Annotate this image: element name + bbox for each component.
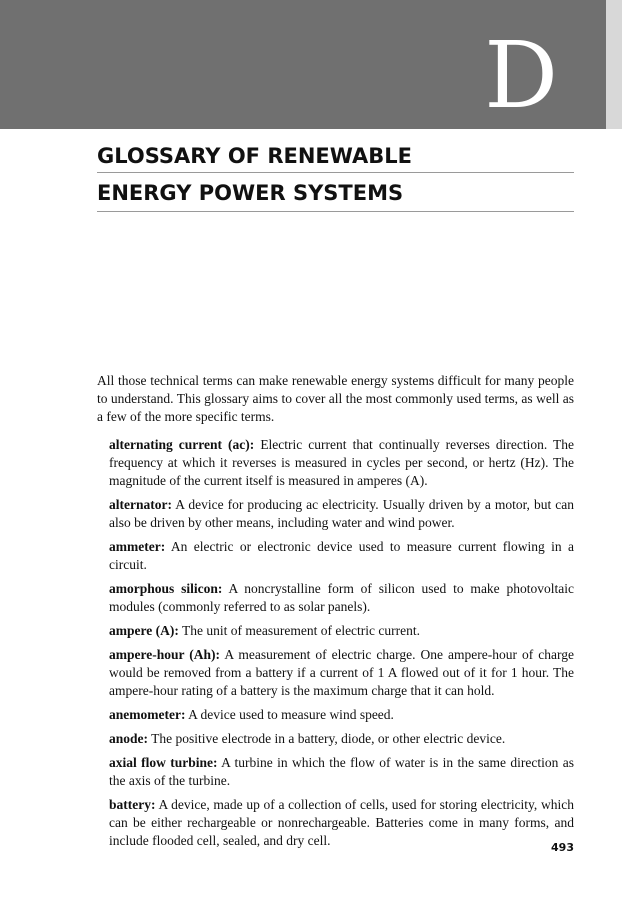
chapter-title-line-1: GLOSSARY OF RENEWABLE xyxy=(97,144,412,168)
glossary-entry xyxy=(109,706,574,724)
glossary-term: ampere-hour (Ah): xyxy=(109,647,221,662)
glossary-term: anemometer: xyxy=(109,707,186,722)
glossary-entry xyxy=(109,496,574,532)
glossary-term: alternator: xyxy=(109,497,172,512)
glossary-term: ammeter: xyxy=(109,539,166,554)
glossary-definition: A turbine in which the flow of water is in the same direction as the axis of the turbine. xyxy=(109,755,574,788)
glossary-definition: A measurement of electric charge. One ampere-hour of charge would be removed from a battery if a current of 1 A flowed out of it for 1 hour. The ampere-hour rating of a battery is the maximum charge that it can hold. xyxy=(109,647,575,698)
glossary-entry xyxy=(109,622,574,640)
glossary-definition: A device used to measure wind speed. xyxy=(188,707,394,722)
appendix-letter: D xyxy=(484,22,558,129)
glossary-term: battery: xyxy=(109,797,156,812)
glossary-entry xyxy=(109,538,574,574)
glossary-entry xyxy=(109,796,574,850)
chapter-title-line-2: ENERGY POWER SYSTEMS xyxy=(97,181,404,205)
header-side-band xyxy=(606,0,622,129)
glossary-term: alternating current (ac): xyxy=(109,437,255,452)
chapter-header-band xyxy=(0,0,606,129)
glossary-term: amorphous silicon: xyxy=(109,581,223,596)
glossary-definition: Electric current that continually reverses direction. The frequency at which it reverses is measured in cycles per second, or hertz (Hz). The magnitude of the current itself is measured in amperes (A). xyxy=(109,437,574,488)
glossary-entry xyxy=(109,580,574,616)
page-number: 493 xyxy=(551,841,574,854)
glossary-definition: An electric or electronic device used to measure current flowing in a circuit. xyxy=(109,539,574,572)
glossary-definition: A device, made up of a collection of cells, used for storing electricity, which can be either rechargeable or nonrechargeable. Batteries come in many forms, and include flooded cell, sealed, and dry cell. xyxy=(109,797,574,848)
glossary-term: ampere (A): xyxy=(109,623,179,638)
glossary-definition: The unit of measurement of electric current. xyxy=(182,623,421,638)
glossary-definition: A noncrystalline form of silicon used to make photovoltaic modules (commonly referred to as solar panels). xyxy=(109,581,574,614)
glossary-term: anode: xyxy=(109,731,149,746)
glossary-definition: The positive electrode in a battery, diode, or other electric device. xyxy=(151,731,506,746)
glossary-term: axial flow turbine: xyxy=(109,755,218,770)
intro-paragraph: All those technical terms can make renewable energy systems difficult for many people to understand. This glossary aims to cover all the most commonly used terms, as well as a few of the more specific terms. xyxy=(97,373,574,424)
glossary-entry xyxy=(109,730,574,748)
title-divider xyxy=(97,172,574,173)
glossary-entry xyxy=(109,646,574,700)
glossary-entry xyxy=(109,436,574,490)
glossary-entry xyxy=(109,754,574,790)
title-divider xyxy=(97,211,574,212)
glossary-definition: A device for producing ac electricity. Usually driven by a motor, but can also be driven by other means, including water and wind power. xyxy=(109,497,575,530)
glossary-list xyxy=(109,436,574,856)
